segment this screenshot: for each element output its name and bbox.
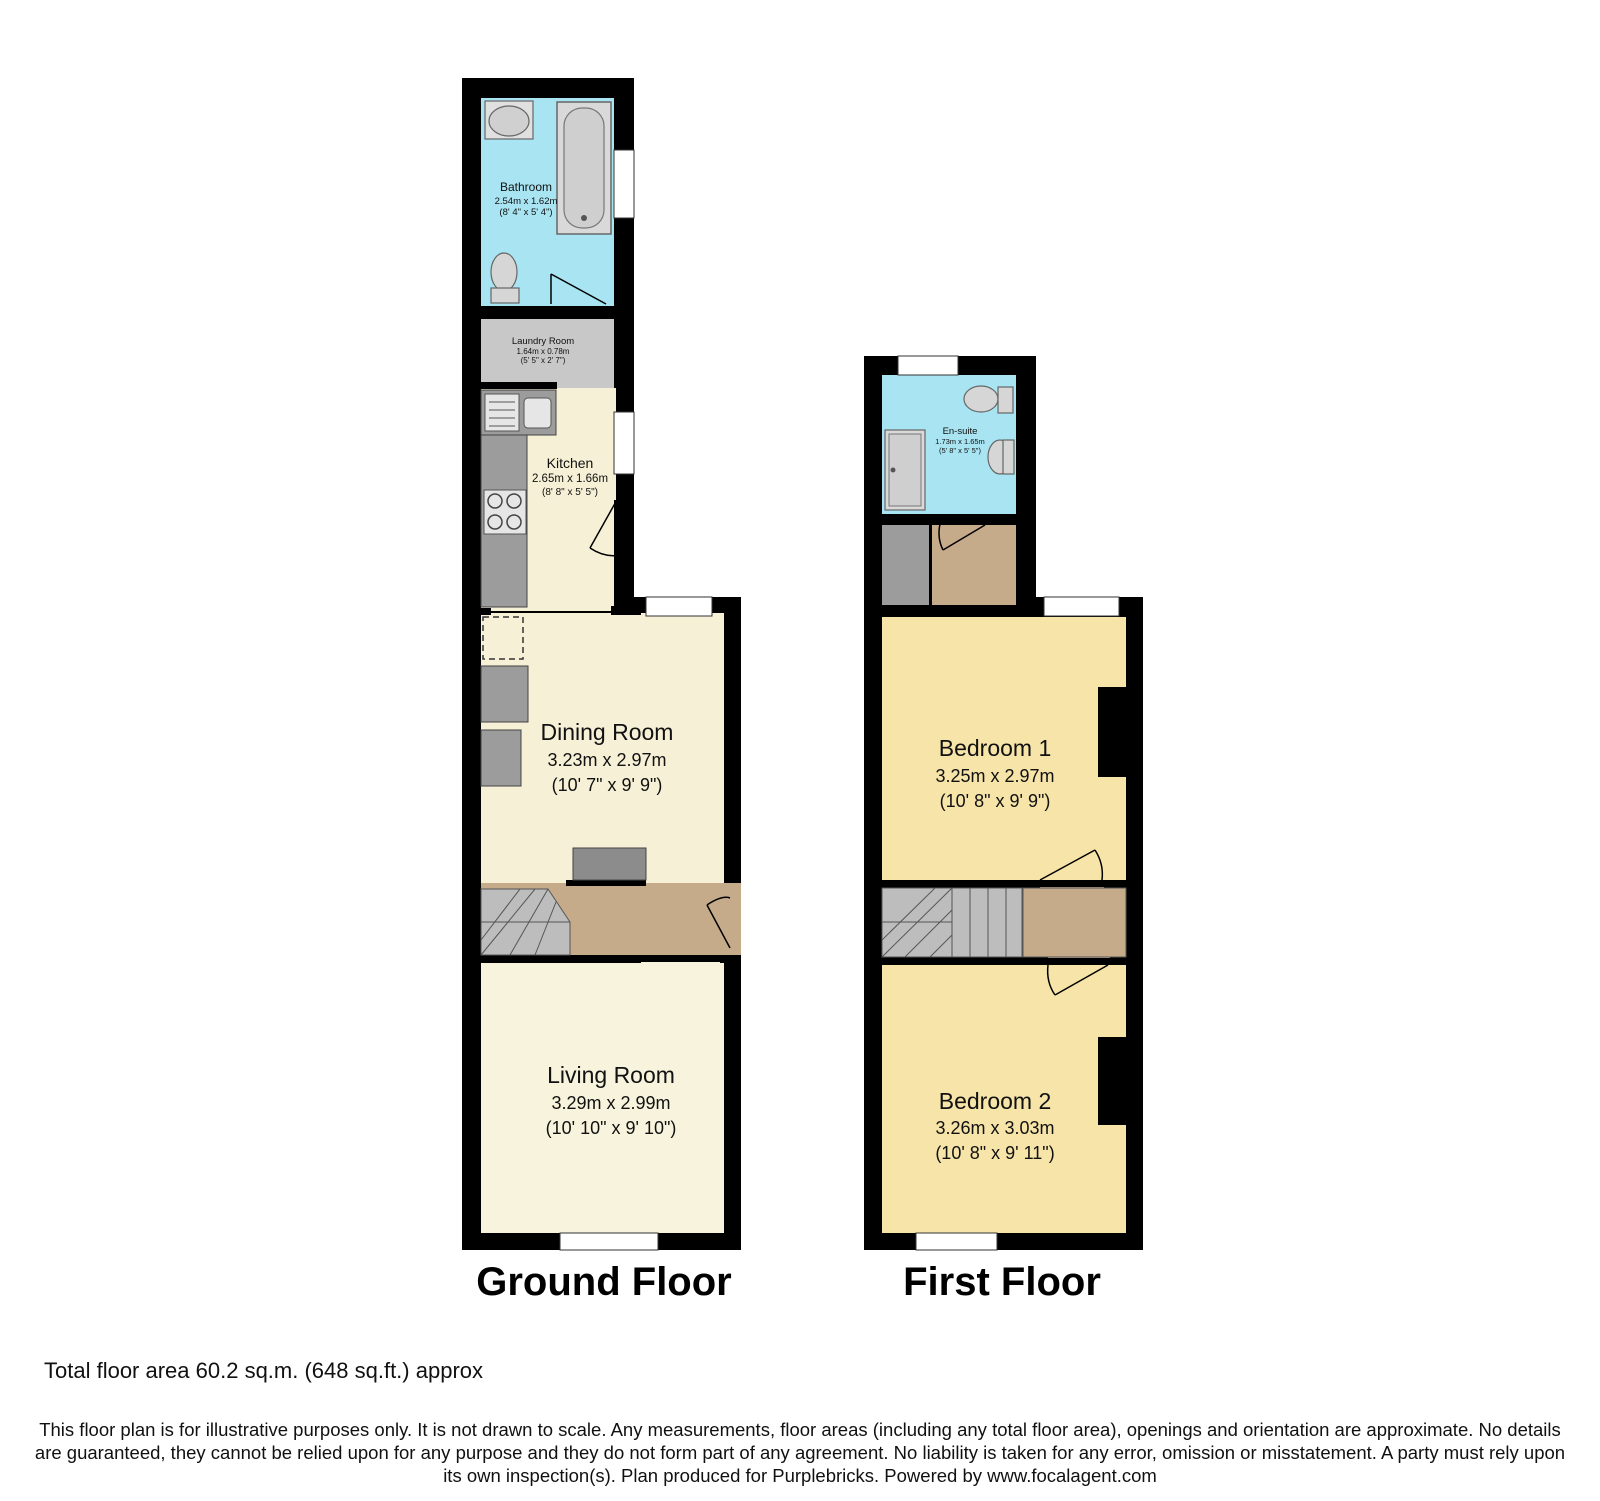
laundry-room-label: [512, 336, 574, 365]
total-floor-area: Total floor area 60.2 sq.m. (648 sq.ft.) approx: [44, 1358, 484, 1383]
living-room-name: Living Room: [547, 1062, 675, 1088]
first-floor-plan: [864, 356, 1143, 1304]
ground-floor-title: Ground Floor: [476, 1260, 732, 1304]
dining-room-imperial: (10' 7" x 9' 9"): [551, 775, 663, 795]
dining-unit-lower: [481, 730, 521, 786]
ground-floor-plan: [462, 78, 741, 1304]
dining-hall-wall: [566, 880, 646, 886]
dining-unit-upper: [481, 666, 528, 722]
ensuite-shower: [885, 430, 925, 510]
hall-living-wall: [481, 955, 641, 963]
bathroom-window: [614, 150, 634, 218]
landing-bedroom1-wall-right: [1013, 606, 1043, 616]
laundry-room-imperial: (5' 5" x 2' 7"): [520, 356, 566, 365]
kitchen-name: Kitchen: [546, 455, 594, 471]
bathroom-name: Bathroom: [499, 180, 553, 194]
ensuite-metric: 1.73m x 1.65m: [935, 437, 985, 446]
ensuite-name: En-suite: [942, 426, 978, 437]
bedroom-1-label: [935, 735, 1054, 811]
bedroom-2-metric: 3.26m x 3.03m: [935, 1118, 1055, 1138]
bedroom-1-chimney-breast: [1098, 687, 1126, 777]
dining-room-label: [541, 719, 674, 795]
dining-room-metric: 3.23m x 2.97m: [547, 750, 667, 770]
kitchen-imperial: (8' 8" x 5' 5"): [542, 487, 598, 498]
bedroom-1-window: [1044, 597, 1119, 616]
ensuite-imperial: (5' 8" x 5' 5"): [939, 446, 981, 455]
first-floor-title: First Floor: [903, 1260, 1101, 1304]
dining-window: [646, 597, 712, 616]
bedroom-2-imperial: (10' 8" x 9' 11"): [935, 1143, 1055, 1163]
bathtub: [557, 102, 611, 234]
upper-landing-area: [1023, 888, 1126, 957]
bedroom1-landing-wall: [882, 880, 1040, 888]
living-room-label: [546, 1062, 677, 1138]
ensuite-window: [898, 356, 958, 375]
bedroom-1-name: Bedroom 1: [938, 735, 1052, 761]
laundry-room-name: Laundry Room: [511, 336, 575, 347]
bathroom-label: [495, 180, 558, 218]
kitchen-sink-unit: [481, 390, 556, 435]
landing-bedroom2-wall: [882, 957, 1048, 965]
kitchen-hob: [484, 490, 526, 534]
bathroom-imperial: (8' 4" x 5' 4"): [499, 207, 553, 218]
living-room-metric: 3.29m x 2.99m: [551, 1093, 671, 1113]
dining-room-name: Dining Room: [540, 719, 674, 745]
landing-storage-floor: [882, 525, 930, 605]
ensuite-sink: [988, 440, 1014, 474]
bathroom-laundry-wall: [481, 306, 614, 314]
bedroom-2-chimney-breast: [1098, 1037, 1126, 1125]
ensuite-landing-wall: [882, 514, 1016, 524]
living-room-window: [560, 1233, 658, 1250]
bedroom1-landing-wall-right: [1104, 880, 1143, 888]
bathroom-toilet: [491, 253, 519, 303]
first-floor-stairs: [882, 888, 1022, 957]
laundry-room-metric: 1.64m x 0.78m: [516, 347, 570, 356]
landing-floor: [931, 525, 1016, 605]
bathroom-sink: [485, 101, 533, 139]
landing-bedroom2-wall-right: [1110, 957, 1143, 965]
kitchen-dining-wall-left: [481, 608, 491, 615]
bedroom-1-metric: 3.25m x 2.97m: [935, 766, 1055, 786]
living-room-imperial: (10' 10" x 9' 10"): [545, 1118, 677, 1138]
laundry-kitchen-wall: [481, 382, 557, 389]
kitchen-window: [614, 412, 634, 474]
bedroom-2-window: [916, 1233, 997, 1250]
hall-living-wall-right: [720, 955, 741, 963]
landing-partition: [929, 525, 932, 605]
ensuite-label: [935, 426, 985, 455]
bedroom-2-label: [935, 1088, 1054, 1163]
landing-bedroom1-wall-left: [882, 606, 944, 616]
bedroom-1-imperial: (10' 8" x 9' 9"): [939, 791, 1051, 811]
bathroom-metric: 2.54m x 1.62m: [494, 196, 558, 207]
bedroom-2-name: Bedroom 2: [938, 1088, 1052, 1114]
ensuite-toilet: [964, 386, 1013, 413]
disclaimer-text: This floor plan is for illustrative purposes only. It is not drawn to scale. Any measurements, floor areas (including any total floor area), openings and orientation are approximate. No details are guaranteed, they cannot be relied upon for any purpose and they do not form part of any agreement. No liability is taken for any error, omission or misstatement. A party must rely upon its own inspection(s). Plan produced for Purplebricks. Powered by www.focalagent.com: [34, 1419, 1566, 1486]
dining-fireplace: [573, 848, 646, 880]
kitchen-metric: 2.65m x 1.66m: [531, 473, 609, 485]
